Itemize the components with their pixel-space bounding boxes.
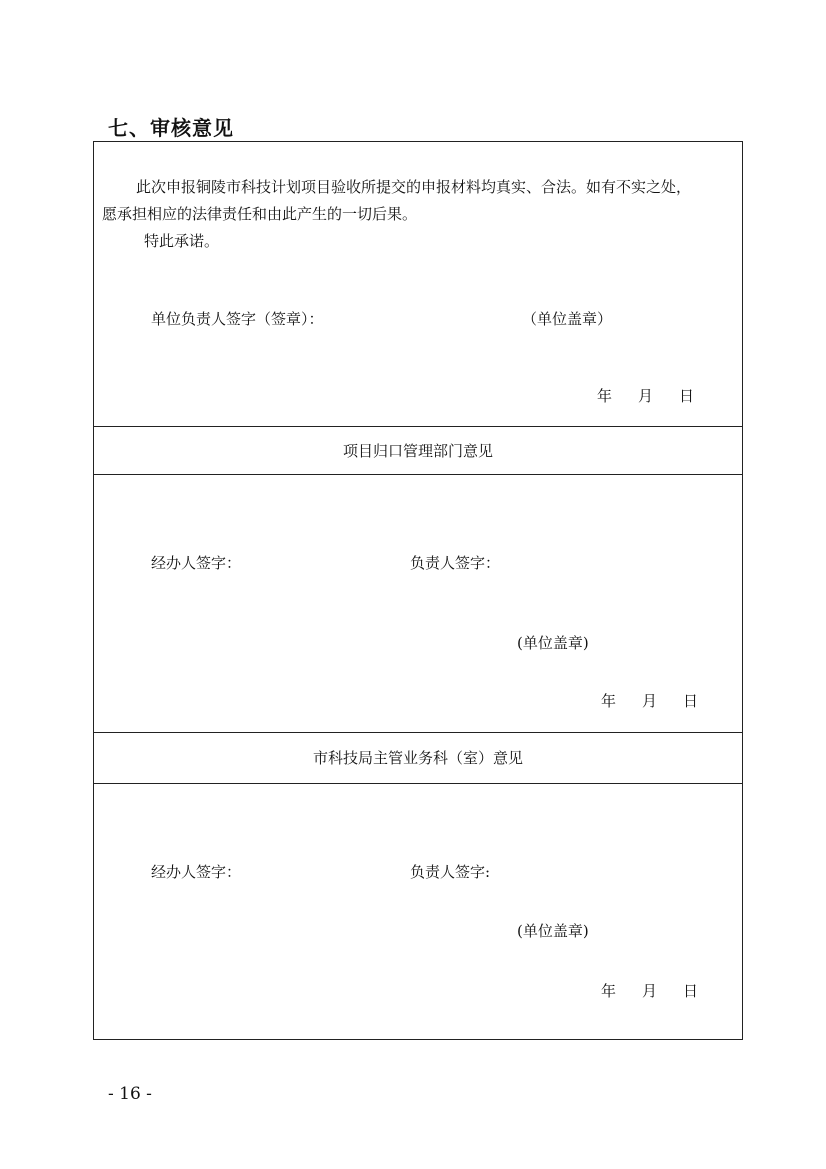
date-line bbox=[597, 386, 694, 406]
commitment-promise: 特此承诺。 bbox=[144, 232, 220, 250]
date-day: 日 bbox=[683, 692, 699, 710]
date-year: 年 bbox=[601, 692, 617, 710]
date-year: 年 bbox=[601, 982, 617, 1000]
management-dept-header-row bbox=[94, 427, 742, 475]
unit-seal-label: (单位盖章) bbox=[517, 634, 589, 652]
date-month: 月 bbox=[642, 982, 658, 1000]
section-heading: 七、审核意见 bbox=[108, 116, 234, 140]
handler-signature-label: 经办人签字： bbox=[151, 863, 242, 881]
date-year: 年 bbox=[597, 387, 613, 405]
date-month: 月 bbox=[642, 692, 658, 710]
management-dept-header: 项目归口管理部门意见 bbox=[342, 442, 493, 460]
leader-signature-label: 负责人签字: bbox=[410, 863, 491, 881]
date-day: 日 bbox=[683, 982, 699, 1000]
date-month: 月 bbox=[638, 387, 654, 405]
page-number: - 16 - bbox=[108, 1084, 152, 1104]
science-bureau-header-row bbox=[94, 733, 742, 784]
commitment-text-line2: 愿承担相应的法律责任和由此产生的一切后果。 bbox=[102, 205, 418, 223]
unit-seal-label: (单位盖章) bbox=[517, 922, 589, 940]
unit-seal-label: （单位盖章） bbox=[522, 310, 613, 328]
science-bureau-opinion-section bbox=[94, 784, 742, 1039]
leader-signature-label: 负责人签字： bbox=[410, 554, 501, 572]
management-dept-opinion-section bbox=[94, 475, 742, 733]
commitment-text-line1: 此次申报铜陵市科技计划项目验收所提交的申报材料均真实、合法。如有不实之处， bbox=[136, 178, 692, 196]
date-line bbox=[601, 691, 698, 711]
date-line bbox=[601, 981, 698, 1001]
science-bureau-header: 市科技局主管业务科（室）意见 bbox=[312, 749, 523, 767]
date-day: 日 bbox=[679, 387, 695, 405]
handler-signature-label: 经办人签字： bbox=[151, 554, 242, 572]
applicant-commitment-section bbox=[94, 142, 742, 427]
review-opinion-table bbox=[93, 141, 743, 1040]
unit-leader-signature-label: 单位负责人签字（签章）： bbox=[151, 310, 324, 328]
